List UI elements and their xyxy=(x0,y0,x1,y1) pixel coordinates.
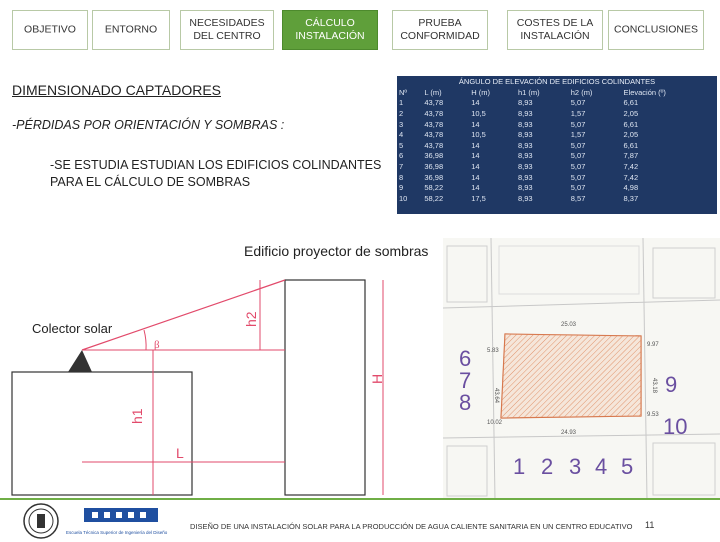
table-cell: 14 xyxy=(471,119,480,129)
map-dim: 43.18 xyxy=(651,378,657,394)
footer xyxy=(0,498,720,542)
table-row xyxy=(397,193,717,204)
table-cell: 43,78 xyxy=(424,108,444,118)
table-cell: 14 xyxy=(471,183,480,193)
table-cell: 5,07 xyxy=(570,140,586,150)
table-cell: 5,07 xyxy=(570,119,586,129)
map-dim: 24.93 xyxy=(561,430,577,436)
nav-entorno[interactable] xyxy=(92,10,170,50)
table-cell: 8,93 xyxy=(517,140,533,150)
bullet-perdidas: -PÉRDIDAS POR ORIENTACIÓN Y SOMBRAS : xyxy=(12,118,285,132)
col-header: Nº xyxy=(399,87,408,97)
collector-building xyxy=(12,372,192,495)
table-cell: 8 xyxy=(399,172,404,182)
col-header: h2 (m) xyxy=(570,87,593,97)
map-dim: 5.83 xyxy=(487,348,499,354)
table-cell: 2,05 xyxy=(623,108,639,118)
table-row xyxy=(397,182,717,193)
nav-label: CÁLCULO INSTALACIÓN xyxy=(295,17,365,42)
table-cell: 17,5 xyxy=(471,193,486,203)
page-number: 11 xyxy=(645,520,655,530)
top-navigation xyxy=(0,10,720,52)
table-row xyxy=(397,140,717,151)
elevation-table xyxy=(397,76,717,214)
map-dim: 9.97 xyxy=(647,342,659,348)
h2-label: h2 xyxy=(243,311,259,327)
map-dim: 25.03 xyxy=(561,322,577,328)
table-cell: 14 xyxy=(471,151,480,161)
map-dim: 10.02 xyxy=(487,420,503,426)
table-cell: 5,07 xyxy=(570,172,586,182)
col-header: h1 (m) xyxy=(517,87,540,97)
table-row xyxy=(397,129,717,140)
beta-arc xyxy=(144,330,146,350)
nav-objetivo[interactable] xyxy=(12,10,88,50)
nav-label: PRUEBA CONFORMIDAD xyxy=(400,17,480,42)
table-cell: 6,61 xyxy=(623,98,639,108)
table-cell: 10,5 xyxy=(471,108,486,118)
table-cell: 8,57 xyxy=(570,193,586,203)
h1-label: h1 xyxy=(129,408,145,424)
solar-collector xyxy=(68,350,92,372)
table-cell: 6,61 xyxy=(623,140,639,150)
table-cell: 7,42 xyxy=(623,161,639,171)
building-number: 7 xyxy=(459,368,472,393)
university-seal-icon xyxy=(22,502,60,540)
nav-calculo-instalacion[interactable] xyxy=(282,10,378,50)
table-cell: 6,61 xyxy=(623,119,639,129)
table-cell: 5,07 xyxy=(570,183,586,193)
nav-label: OBJETIVO xyxy=(24,23,76,36)
table-row xyxy=(397,119,717,130)
table-cell: 43,78 xyxy=(424,98,444,108)
table-cell: 8,93 xyxy=(517,108,533,118)
nav-necesidades[interactable] xyxy=(180,10,274,50)
table-caption: ÁNGULO DE ELEVACIÓN DE EDIFICIOS COLINDANTES xyxy=(458,77,656,86)
building-number: 8 xyxy=(459,390,472,415)
shadow-diagram xyxy=(8,232,428,497)
school-logo-icon xyxy=(66,506,178,538)
nav-prueba-conformidad[interactable] xyxy=(392,10,488,50)
table-cell: 9 xyxy=(399,183,404,193)
table-cell: 8,93 xyxy=(517,193,533,203)
table-cell: 8,37 xyxy=(623,193,639,203)
table-cell: 36,98 xyxy=(424,161,444,171)
table-cell: 8,93 xyxy=(517,151,533,161)
nav-conclusiones[interactable] xyxy=(608,10,704,50)
table-cell: 4 xyxy=(399,130,404,140)
table-cell: 43,78 xyxy=(424,119,444,129)
table-cell: 10 xyxy=(399,193,408,203)
building-number: 1 xyxy=(513,454,526,479)
table-cell: 7,87 xyxy=(623,151,639,161)
table-cell: 8,93 xyxy=(517,172,533,182)
table-cell: 14 xyxy=(471,161,480,171)
building-number: 3 xyxy=(569,454,582,479)
table-cell: 2 xyxy=(399,108,404,118)
col-header: L (m) xyxy=(424,87,442,97)
school-logo-text: Escuela Técnica Superior de Ingeniería del Diseño xyxy=(66,530,168,535)
table-row xyxy=(397,151,717,162)
table-cell: 5,07 xyxy=(570,151,586,161)
section-heading: DIMENSIONADO CAPTADORES xyxy=(12,82,221,98)
table-cell: 5,07 xyxy=(570,161,586,171)
map-dim: 43.64 xyxy=(493,388,499,404)
col-header: Elevación (º) xyxy=(623,87,666,97)
table-cell: 7 xyxy=(399,161,404,171)
table-cell: 58,22 xyxy=(424,193,444,203)
beta-label: β xyxy=(154,339,160,351)
table-cell: 8,93 xyxy=(517,183,533,193)
building-number: 5 xyxy=(621,454,634,479)
table-cell: 1,57 xyxy=(570,130,586,140)
L-label: L xyxy=(176,445,184,461)
table-cell: 43,78 xyxy=(424,140,444,150)
table-row xyxy=(397,161,717,172)
table-cell: 4,98 xyxy=(623,183,639,193)
table-cell: 5 xyxy=(399,140,404,150)
table-cell: 36,98 xyxy=(424,151,444,161)
table-cell: 14 xyxy=(471,140,480,150)
building-number: 4 xyxy=(595,454,608,479)
table-cell: 43,78 xyxy=(424,130,444,140)
table-cell: 2,05 xyxy=(623,130,639,140)
table-body xyxy=(397,98,717,204)
diagram-title: Edificio proyector de sombras xyxy=(244,243,428,259)
table-cell: 10,5 xyxy=(471,130,486,140)
table-cell: 14 xyxy=(471,98,480,108)
H-label: H xyxy=(369,373,385,384)
table-cell: 6 xyxy=(399,151,404,161)
table-cell: 36,98 xyxy=(424,172,444,182)
building-number: 2 xyxy=(541,454,554,479)
site-map-svg xyxy=(443,238,720,500)
table-row xyxy=(397,108,717,119)
building-number: 6 xyxy=(459,346,472,371)
table-cell: 8,93 xyxy=(517,98,533,108)
projecting-building xyxy=(285,280,365,495)
table-cell: 1 xyxy=(399,98,404,108)
table-cell: 7,42 xyxy=(623,172,639,182)
nav-label: CONCLUSIONES xyxy=(613,23,698,36)
table-cell: 58,22 xyxy=(424,183,444,193)
building-number: 10 xyxy=(663,414,688,439)
nav-label: COSTES DE LA INSTALACIÓN xyxy=(516,17,594,42)
table-row xyxy=(397,98,717,109)
table-cell: 8,93 xyxy=(517,130,533,140)
table-row xyxy=(397,172,717,183)
nav-label: ENTORNO xyxy=(104,23,158,36)
nav-label: NECESIDADES DEL CENTRO xyxy=(189,17,265,42)
footer-text: DISEÑO DE UNA INSTALACIÓN SOLAR PARA LA PRODUCCIÓN DE AGUA CALIENTE SANITARIA EN UN CENTRO EDUCATIVO xyxy=(190,522,633,531)
building-number: 9 xyxy=(665,372,678,397)
table-cell: 8,93 xyxy=(517,119,533,129)
bullet-edificios: -SE ESTUDIA ESTUDIAN LOS EDIFICIOS COLINDANTES PARA EL CÁLCULO DE SOMBRAS xyxy=(50,158,382,189)
table-cell: 3 xyxy=(399,119,404,129)
site-map xyxy=(443,238,720,500)
col-header: H (m) xyxy=(471,87,490,97)
table-cell: 5,07 xyxy=(570,98,586,108)
table-cell: 14 xyxy=(471,172,480,182)
table-cell: 1,57 xyxy=(570,108,586,118)
nav-costes[interactable] xyxy=(507,10,603,50)
table-cell: 8,93 xyxy=(517,161,533,171)
collector-label: Colector solar xyxy=(32,321,113,336)
map-dim: 9.53 xyxy=(647,412,659,418)
